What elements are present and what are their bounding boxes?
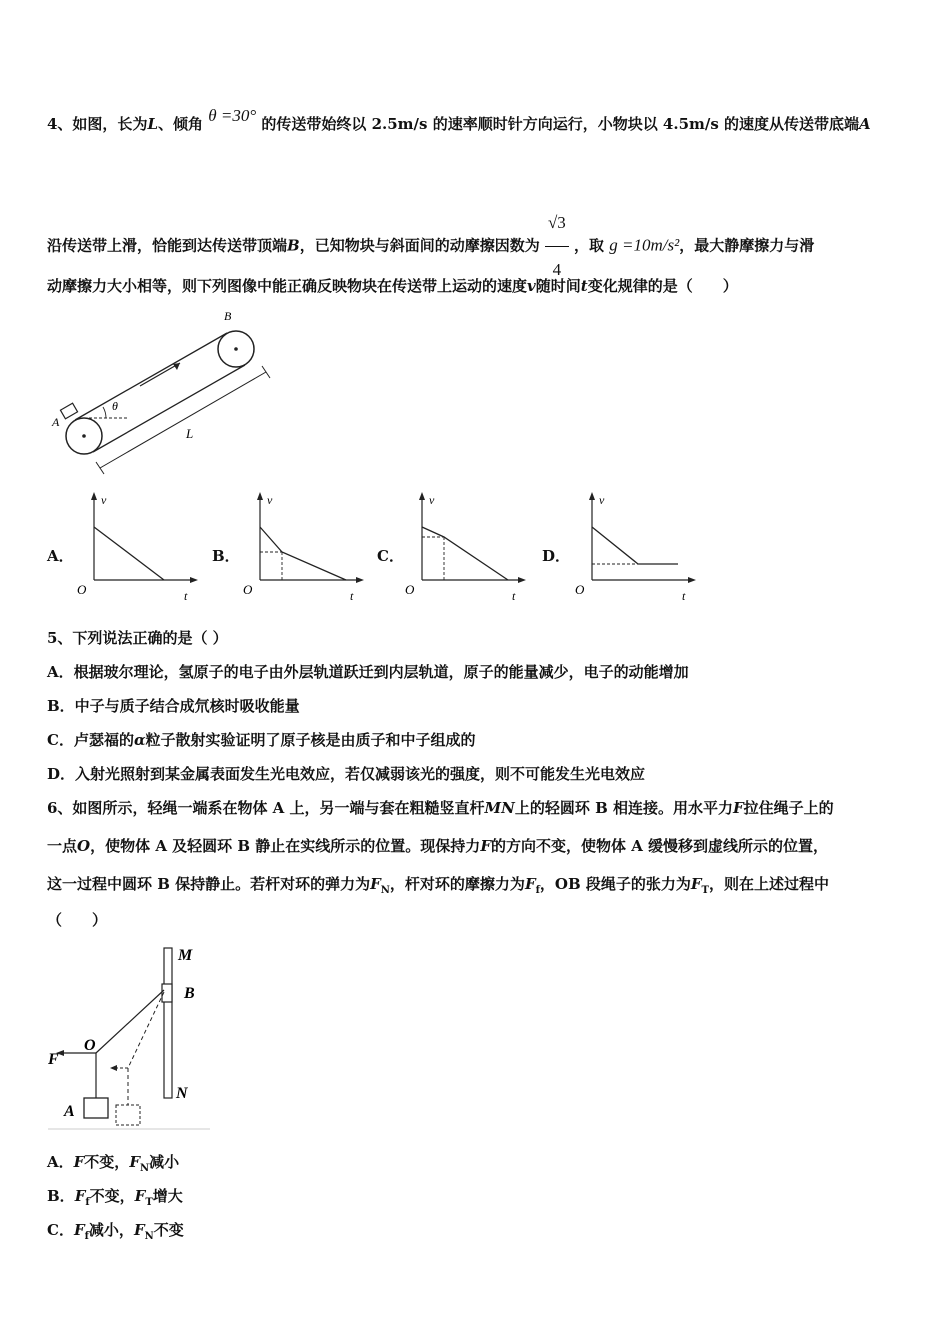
q4-gravity: g =10m/s² bbox=[609, 235, 680, 255]
v-label: v bbox=[101, 493, 107, 507]
t-axis-arrowhead bbox=[688, 577, 696, 583]
q4-text: 的传送带始终以 2.5m/s 的速率顺时针方向运行，小物块以 4.5m/s 的速度从传送带底端 bbox=[261, 115, 860, 133]
q4-line-1 bbox=[47, 106, 871, 134]
q6-text: 这一过程中圆环 B 保持静止。若杆对环的弹力为 bbox=[47, 875, 371, 893]
q6-var-MN: MN bbox=[484, 799, 515, 817]
Ff-subscript: f bbox=[84, 1231, 89, 1242]
label-B: B bbox=[224, 309, 232, 323]
belt-upper bbox=[75, 333, 227, 420]
angle-arc bbox=[103, 407, 106, 418]
dim-tick bbox=[96, 462, 104, 474]
q6-option-C[interactable] bbox=[47, 1220, 184, 1247]
q6-text: ，则在上述过程中 bbox=[708, 875, 829, 893]
q5-stem: 5、下列说法正确的是（ ） bbox=[47, 629, 228, 647]
q6-var-O: O bbox=[77, 837, 91, 855]
q4-text: 、倾角 bbox=[158, 115, 204, 133]
v-axis-arrowhead bbox=[419, 492, 425, 500]
FN-subscript: N bbox=[144, 1231, 154, 1242]
q6-text: 上的轻圆环 B 相连接。用水平力 bbox=[514, 799, 733, 817]
FN-symbol: F bbox=[129, 1153, 140, 1171]
q4-angle: θ =30° bbox=[208, 106, 257, 125]
q4-text: 4、如图，长为 bbox=[47, 115, 148, 133]
q5-text: 粒子散射实验证明了原子核是由质子和中子组成的 bbox=[145, 731, 476, 749]
dashed-force-arrowhead bbox=[110, 1065, 117, 1071]
origin-label: O bbox=[243, 582, 253, 597]
q4-text: ，取 bbox=[574, 236, 605, 255]
label-N: N bbox=[176, 1085, 188, 1102]
origin-label: O bbox=[575, 582, 585, 597]
graph-line bbox=[592, 527, 678, 564]
t-label: t bbox=[682, 589, 686, 603]
length-dimension bbox=[100, 372, 266, 468]
top-pulley-center bbox=[234, 347, 238, 351]
graph-option-A bbox=[74, 490, 204, 604]
q6-text: 的方向不变，使物体 A 缓慢移到虚线所示的位置， bbox=[490, 837, 829, 855]
q5-option-C[interactable] bbox=[47, 730, 476, 750]
option-label: A． bbox=[47, 1153, 74, 1171]
Ff-subscript: f bbox=[85, 1197, 90, 1208]
FN-symbol: F bbox=[370, 875, 381, 893]
option-text: 不变， bbox=[84, 1153, 130, 1171]
graph-option-C bbox=[402, 490, 532, 604]
q4-option-B-label[interactable]: B． bbox=[212, 547, 240, 565]
q4-option-A-label[interactable]: A． bbox=[47, 547, 74, 565]
bottom-pulley-center bbox=[82, 434, 86, 438]
mu-denominator: 4 bbox=[552, 260, 562, 279]
q5-option-B[interactable]: B．中子与质子结合成氘核时吸收能量 bbox=[47, 697, 300, 715]
Ff-symbol: F bbox=[73, 1221, 85, 1239]
option-text: 减小 bbox=[149, 1153, 180, 1171]
FN-symbol: F bbox=[133, 1221, 145, 1239]
q4-text: 随时间 bbox=[535, 277, 581, 295]
FT-subscript: T bbox=[701, 885, 709, 896]
v-axis-arrowhead bbox=[589, 492, 595, 500]
rod-MN bbox=[164, 948, 172, 1098]
FN-subscript: N bbox=[139, 1163, 150, 1174]
q6-var-F: F bbox=[480, 837, 491, 855]
label-F: F bbox=[48, 1051, 59, 1068]
q6-line-1 bbox=[47, 798, 834, 818]
option-text: 不变， bbox=[89, 1187, 135, 1205]
q4-option-C-label[interactable]: C． bbox=[377, 547, 404, 565]
q4-var-t: t bbox=[580, 277, 588, 295]
t-label: t bbox=[350, 589, 354, 603]
q6-line-4: （ ） bbox=[47, 911, 108, 929]
option-text: 不变 bbox=[153, 1221, 184, 1239]
label-A: A bbox=[52, 415, 60, 429]
t-axis-arrowhead bbox=[190, 577, 198, 583]
dashed-block bbox=[116, 1105, 140, 1125]
label-theta: θ bbox=[112, 399, 118, 413]
t-axis-arrowhead bbox=[518, 577, 526, 583]
v-label: v bbox=[267, 493, 273, 507]
q6-option-A[interactable] bbox=[47, 1152, 179, 1179]
Ff-symbol: F bbox=[524, 875, 536, 893]
rope-OB bbox=[96, 990, 164, 1053]
FT-symbol: F bbox=[134, 1187, 146, 1205]
q4-line-3 bbox=[47, 276, 738, 296]
t-label: t bbox=[184, 589, 188, 603]
q6-var-F: F bbox=[732, 799, 744, 817]
q6-option-B[interactable] bbox=[47, 1186, 183, 1213]
q4-text: ，最大静摩擦力与滑 bbox=[679, 236, 815, 255]
label-M: M bbox=[178, 947, 193, 964]
mu-numerator: √3 bbox=[545, 200, 569, 247]
graph-option-B bbox=[240, 490, 370, 604]
q6-text: 拉住绳子上的 bbox=[743, 799, 834, 817]
Ff-subscript: f bbox=[535, 885, 540, 896]
q5-option-A[interactable]: A．根据玻尔理论，氢原子的电子由外层轨道跃迁到内层轨道，原子的能量减少，电子的动能增加 bbox=[47, 663, 689, 681]
option-label: C． bbox=[47, 1221, 74, 1239]
origin-label: O bbox=[77, 582, 87, 597]
dashed-rope bbox=[128, 992, 164, 1068]
graph-line bbox=[94, 527, 164, 580]
label-O: O bbox=[84, 1037, 96, 1054]
q6-line-3 bbox=[47, 874, 829, 901]
FT-symbol: F bbox=[690, 875, 702, 893]
option-text: 增大 bbox=[152, 1187, 183, 1205]
q5-text: C．卢瑟福的 bbox=[47, 731, 134, 749]
q6-text: ，杆对环的摩擦力为 bbox=[389, 875, 525, 893]
origin-label: O bbox=[405, 582, 415, 597]
graph-option-D bbox=[572, 490, 702, 604]
q4-text: 沿传送带上滑，恰能到达传送带顶端 bbox=[47, 236, 288, 255]
FN-subscript: N bbox=[380, 885, 390, 896]
q4-var-A: A bbox=[859, 115, 871, 133]
q6-line-2 bbox=[47, 836, 828, 856]
dim-tick bbox=[262, 366, 270, 378]
q6-text: ，使物体 A 及轻圆环 B 静止在实线所示的位置。现保持力 bbox=[90, 837, 481, 855]
Ff-symbol: F bbox=[74, 1187, 86, 1205]
label-B: B bbox=[184, 985, 195, 1002]
v-axis-arrowhead bbox=[257, 492, 263, 500]
option-label: B． bbox=[47, 1187, 75, 1205]
q4-var-v: v bbox=[527, 277, 536, 295]
rod-ring-figure bbox=[44, 940, 214, 1132]
q6-text: ，OB 段绳子的张力为 bbox=[539, 875, 691, 893]
label-L: L bbox=[186, 426, 194, 441]
F-symbol: F bbox=[73, 1153, 85, 1171]
t-axis-arrowhead bbox=[356, 577, 364, 583]
q4-text: ，已知物块与斜面间的动摩擦因数为 bbox=[299, 236, 540, 255]
graph-line bbox=[260, 527, 346, 580]
alpha-symbol: α bbox=[133, 731, 146, 749]
block-A bbox=[84, 1098, 108, 1118]
v-label: v bbox=[599, 493, 605, 507]
q6-text: 一点 bbox=[47, 837, 78, 855]
v-axis-arrowhead bbox=[91, 492, 97, 500]
q4-var-B: B bbox=[287, 236, 300, 255]
conveyor-belt-figure bbox=[44, 306, 274, 476]
motion-arrow bbox=[140, 363, 180, 386]
label-A: A bbox=[64, 1103, 75, 1120]
q4-text: 变化规律的是（ ） bbox=[587, 277, 738, 295]
q6-text: 6、如图所示，轻绳一端系在物体 A 上，另一端与套在粗糙竖直杆 bbox=[47, 799, 485, 817]
q4-option-D-label[interactable]: D． bbox=[542, 547, 571, 565]
block bbox=[60, 403, 77, 419]
q5-option-D[interactable]: D．入射光照射到某金属表面发生光电效应，若仅减弱该光的强度，则不可能发生光电效应 bbox=[47, 765, 646, 783]
v-label: v bbox=[429, 493, 435, 507]
option-text: 减小， bbox=[88, 1221, 134, 1239]
q4-var-L: L bbox=[147, 115, 158, 133]
t-label: t bbox=[512, 589, 516, 603]
FT-subscript: T bbox=[145, 1197, 153, 1208]
graph-line bbox=[422, 527, 508, 580]
q4-text: 动摩擦力大小相等，则下列图像中能正确反映物块在传送带上运动的速度 bbox=[47, 277, 528, 295]
